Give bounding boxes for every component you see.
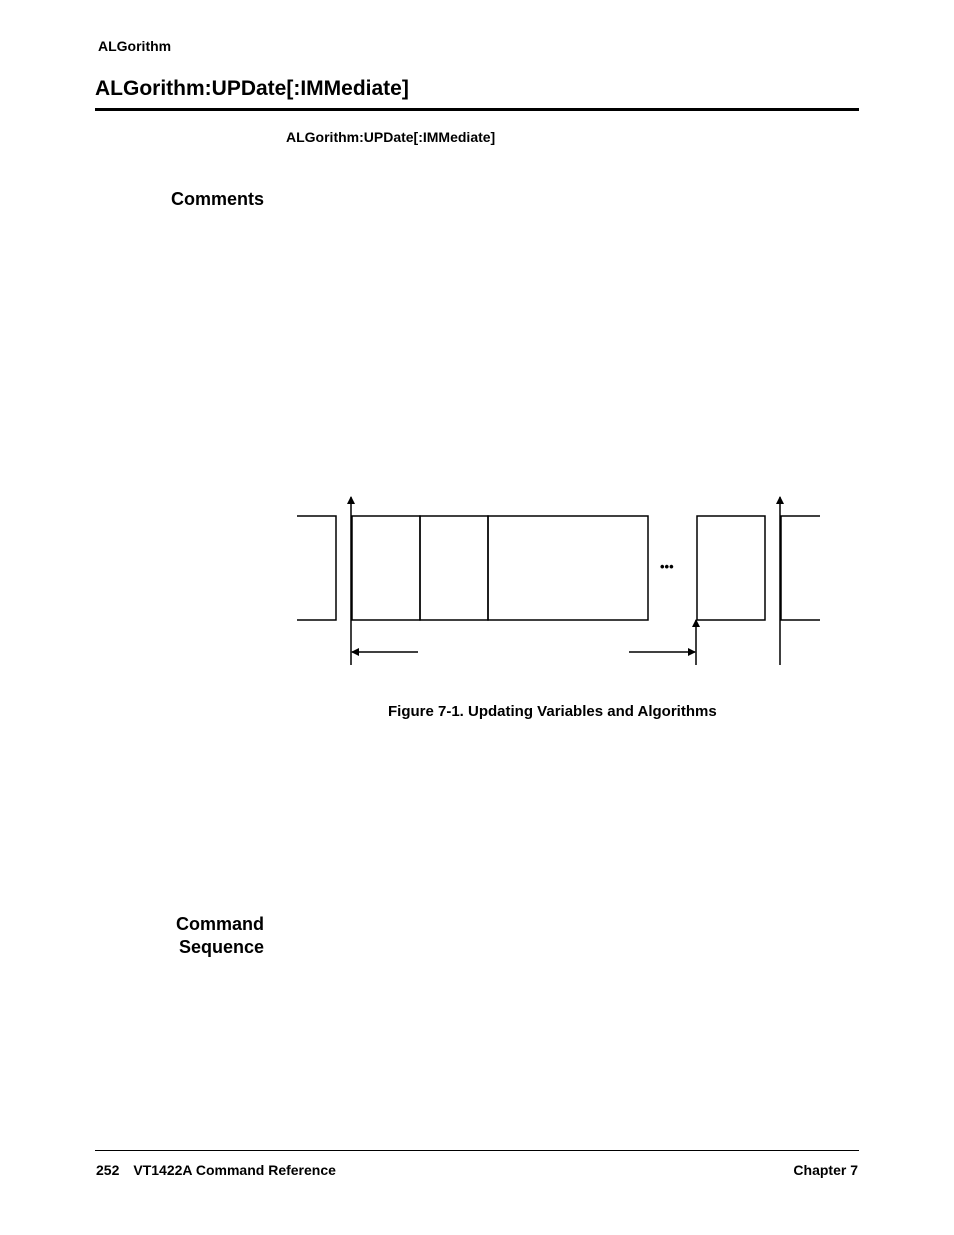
command-sequence-line1: Command [175,914,264,934]
timing-box-4 [697,516,765,620]
left-partial-box [297,516,336,620]
page-title: ALGorithm:UPDate[:IMMediate] [95,77,409,100]
timing-box-1 [352,516,420,620]
continuation-ellipsis: ••• [660,559,674,574]
command-sequence-heading [64,913,264,959]
command-sequence-line2: Sequence [178,937,264,957]
footer-chapter: Chapter 7 [793,1162,858,1178]
page-number: 252 [96,1162,120,1178]
timing-box-3 [488,516,648,620]
doc-title: VT1422A Command Reference [133,1162,336,1178]
command-syntax: ALGorithm:UPDate[:IMMediate] [286,129,496,145]
footer-left [96,1162,336,1178]
comments-heading: Comments [170,189,264,209]
footer-rule [95,1150,859,1151]
right-partial-box [781,516,820,620]
running-header: ALGorithm [98,38,172,54]
figure-caption: Figure 7-1. Updating Variables and Algorithms [388,703,717,720]
timing-box-2 [420,516,488,620]
